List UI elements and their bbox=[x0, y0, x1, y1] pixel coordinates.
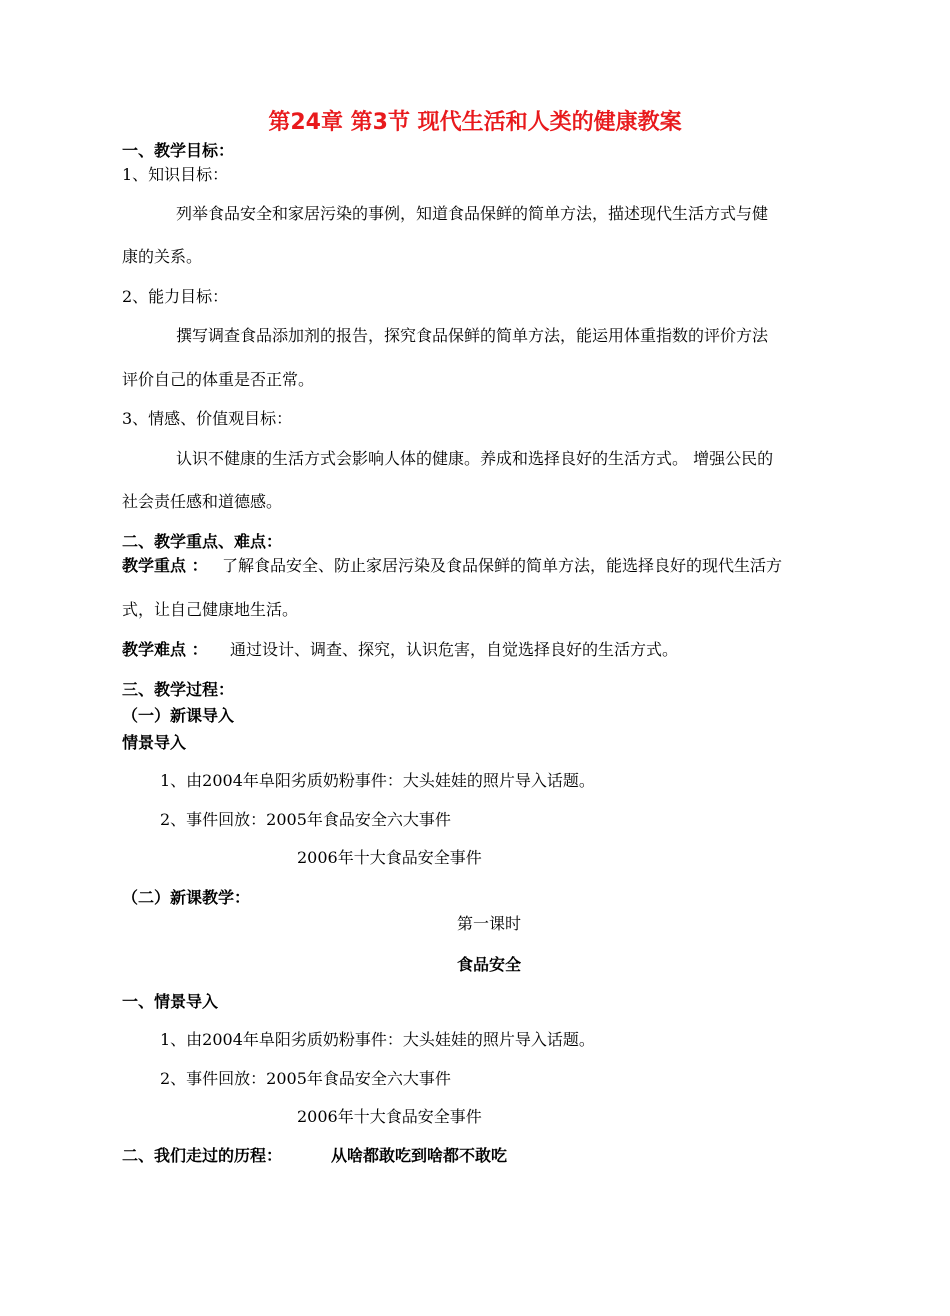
key-point-label: 教学重点 ： bbox=[122, 556, 208, 575]
knowledge-goal-text-cont: 康的关系。 bbox=[122, 247, 203, 266]
page-title: 第24章 第3节 现代生活和人类的健康教案 bbox=[268, 110, 682, 135]
ability-goal-label: 2、能力目标： bbox=[122, 287, 229, 306]
values-goal-text: 认识不健康的生活方式会影响人体的健康。养成和选择良好的生活方式。 增强公民的 bbox=[176, 449, 774, 468]
key-point-text: 了解食品安全、防止家居污染及食品保鲜的简单方法，能选择良好的现代生活方 bbox=[222, 556, 783, 575]
section-heading-objectives: 一、教学目标： bbox=[122, 141, 235, 160]
section-heading-process: 三、教学过程： bbox=[122, 680, 235, 699]
lesson-item-2: 2、事件回放：2005年食品安全六大事件 bbox=[160, 1069, 451, 1088]
section-heading-key-points: 二、教学重点、难点： bbox=[122, 532, 283, 551]
lesson-item-2-cont: 2006年十大食品安全事件 bbox=[297, 1107, 482, 1126]
difficulty-text: 通过设计、调查、探究，认识危害，自觉选择良好的生活方式。 bbox=[230, 640, 679, 659]
key-point-text-cont: 式，让自己健康地生活。 bbox=[122, 600, 299, 619]
lesson-item-1: 1、由2004年阜阳劣质奶粉事件：大头娃娃的照片导入话题。 bbox=[160, 1030, 595, 1049]
lesson-heading-scene: 一、情景导入 bbox=[122, 992, 219, 1011]
lesson-history-text: 从啥都敢吃到啥都不敢吃 bbox=[331, 1146, 508, 1165]
knowledge-goal-text: 列举食品安全和家居污染的事例，知道食品保鲜的简单方法，描述现代生活方式与健 bbox=[176, 204, 769, 223]
lesson-topic: 食品安全 bbox=[456, 955, 521, 974]
ability-goal-text-cont: 评价自己的体重是否正常。 bbox=[122, 370, 315, 389]
intro-item-2-cont: 2006年十大食品安全事件 bbox=[297, 848, 482, 867]
subsection-teaching: （二）新课教学： bbox=[122, 888, 251, 907]
subsection-intro: （一）新课导入 bbox=[122, 706, 235, 725]
ability-goal-text: 撰写调查食品添加剂的报告，探究食品保鲜的简单方法，能运用体重指数的评价方法 bbox=[176, 326, 769, 345]
lesson-heading-history: 二、我们走过的历程： bbox=[122, 1146, 283, 1165]
intro-item-1: 1、由2004年阜阳劣质奶粉事件：大头娃娃的照片导入话题。 bbox=[160, 771, 595, 790]
difficulty-label: 教学难点 ： bbox=[122, 640, 208, 659]
scene-intro-heading: 情景导入 bbox=[122, 733, 187, 752]
knowledge-goal-label: 1、知识目标： bbox=[122, 165, 229, 184]
lesson-period: 第一课时 bbox=[456, 914, 521, 933]
intro-item-2: 2、事件回放：2005年食品安全六大事件 bbox=[160, 810, 451, 829]
values-goal-text-cont: 社会责任感和道德感。 bbox=[122, 492, 283, 511]
values-goal-label: 3、情感、价值观目标： bbox=[122, 409, 293, 428]
